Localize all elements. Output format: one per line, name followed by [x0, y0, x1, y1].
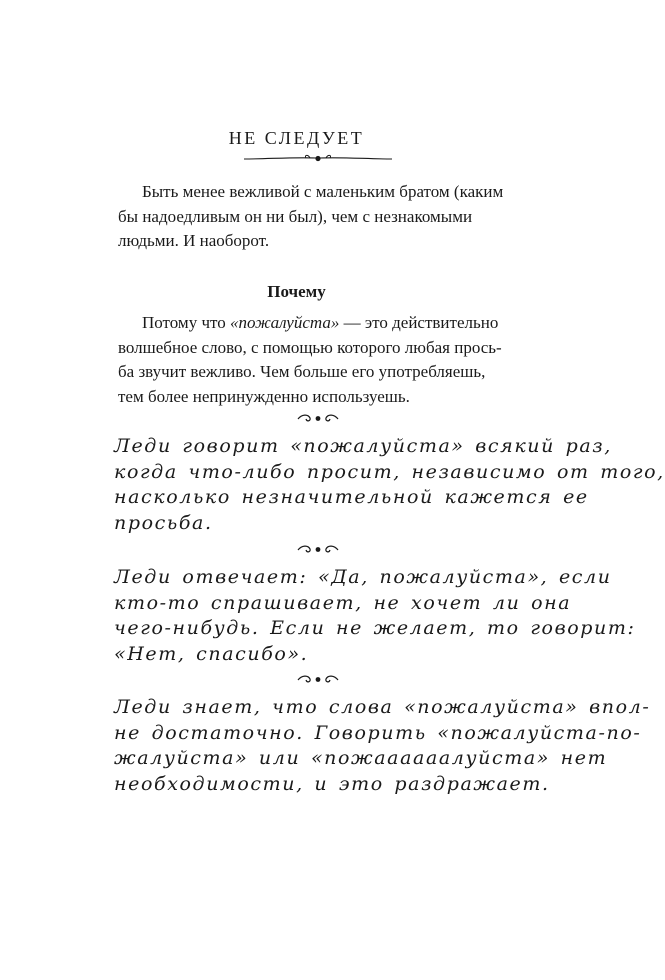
- why-line-1: [118, 311, 518, 336]
- fleuron-ornament-3: [296, 673, 340, 685]
- intro-line-1: Быть менее вежливой с маленьким братом (каким: [142, 182, 504, 201]
- rule-3-line-4: необходимости, и это раздражает.: [114, 772, 550, 795]
- rule-1-line-1: Леди говорит «пожалуйста» всякий раз,: [114, 435, 612, 457]
- rule-3-line-3: жалуйста» или «пожаааааалуйста» нет: [114, 747, 608, 769]
- rule-1-line-3: насколько незначительной кажется ее: [114, 486, 589, 508]
- why-line-3: ба звучит вежливо. Чем больше его употребляешь,: [118, 362, 486, 381]
- why-line-4: тем более непринужденно используешь.: [118, 386, 410, 406]
- intro-line-2: бы надоедливым он ни был), чем с незнакомыми: [118, 206, 473, 226]
- rule-3: [114, 695, 651, 797]
- rule-2-line-3: чего-нибудь. Если не желает, то говорит:: [114, 617, 636, 639]
- rule-3-line-2: не достаточно. Говорить «пожалуйста-по-: [114, 721, 642, 744]
- fleuron-ornament-2: [296, 543, 340, 555]
- why-paragraph: [118, 311, 518, 409]
- rule-3-line-1: Леди знает, что слова «пожалуйста» впол-: [114, 696, 651, 718]
- fleuron-ornament-1: [296, 412, 340, 424]
- heading-divider-ornament: [238, 150, 398, 166]
- section-heading: НЕ СЛЕДУЕТ: [228, 128, 365, 148]
- why-line-1-end: — это действительно: [339, 313, 499, 332]
- intro-line-3: людьми. И наоборот.: [118, 231, 270, 250]
- rule-2-line-1: Леди отвечает: «Да, пожалуйста», если: [114, 566, 612, 588]
- rule-1-line-2: когда что-либо просит, независимо от того,: [114, 460, 665, 483]
- intro-paragraph: [118, 180, 518, 254]
- rule-1-line-4: просьба.: [114, 511, 213, 534]
- rule-2: [114, 565, 636, 667]
- why-line-2: волшебное слово, с помощью которого любая прось-: [118, 337, 502, 357]
- why-subheading: Почему: [267, 282, 326, 301]
- why-line-1-start: Потому что: [142, 313, 230, 332]
- rule-2-line-4: «Нет, спасибо».: [114, 642, 309, 665]
- why-line-1-italic: «пожалуйста»: [229, 313, 340, 332]
- rule-2-line-2: кто-то спрашивает, не хочет ли она: [114, 591, 572, 614]
- rule-1: [114, 434, 665, 536]
